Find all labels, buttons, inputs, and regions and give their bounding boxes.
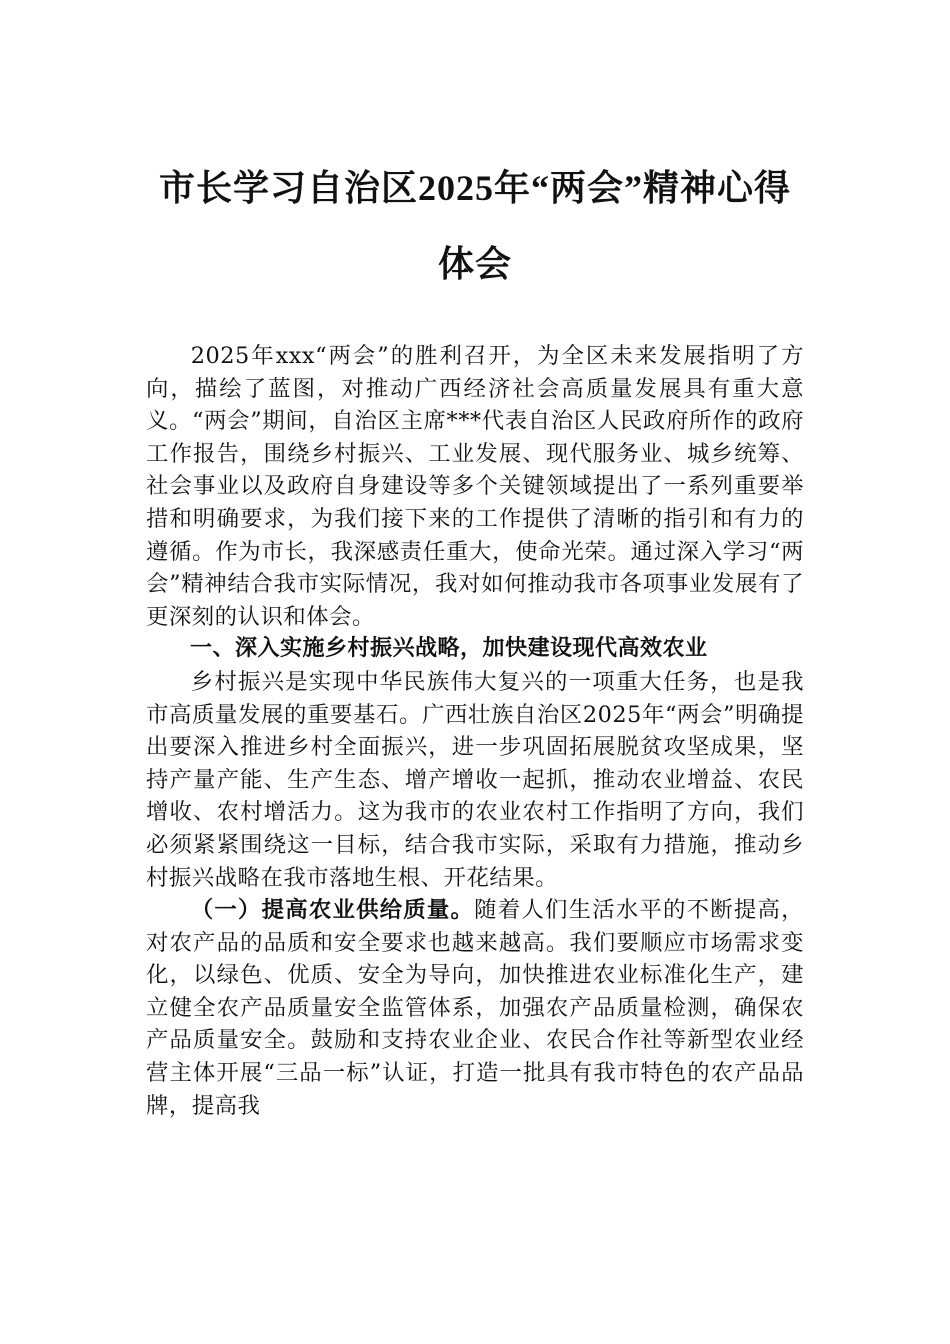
document-body xyxy=(146,340,804,1122)
document-page xyxy=(146,150,804,1122)
section-1-paragraph: 乡村振兴是实现中华民族伟大复兴的一项重大任务，也是我市高质量发展的重要基石。广西壮族自治区2025年“两会”明确提出要深入推进乡村全面振兴，进一步巩固拓展脱贫攻坚成果，坚持产量产能、生产生态、增产增收一起抓，推动农业增益、农民增收、农村增活力。这为我市的农业农村工作指明了方向，我们必须紧紧围绕这一目标，结合我市实际，采取有力措施，推动乡村振兴战略在我市落地生根、开花结果。 xyxy=(146,668,804,891)
intro-paragraph: 2025年xxx“两会”的胜利召开，为全区未来发展指明了方向，描绘了蓝图，对推动广西经济社会高质量发展具有重大意义。“两会”期间，自治区主席***代表自治区人民政府所作的政府工作报告，围绕乡村振兴、工业发展、现代服务业、城乡统筹、社会事业以及政府自身建设等多个关键领域提出了一系列重要举措和明确要求，为我们接下来的工作提供了清晰的指引和有力的遵循。作为市长，我深感责任重大，使命光荣。通过深入学习“两会”精神结合我市实际情况，我对如何推动我市各项事业发展有了更深刻的认识和体会。 xyxy=(146,343,804,630)
subsection-heading-1: （一）提高农业供给质量。 xyxy=(190,897,475,924)
section-heading-1: 一、深入实施乡村振兴战略，加快建设现代高效农业 xyxy=(190,636,708,662)
subsection-1-paragraph xyxy=(146,894,804,1122)
document-title: 市长学习自治区2025年“两会”精神心得体会 xyxy=(158,168,791,284)
subsection-1-text: 随着人们生活水平的不断提高，对农产品的品质和安全要求也越来越高。我们要顺应市场需求变化，以绿色、优质、安全为导向，加快推进农业标准化生产，建立健全农产品质量安全监管体系，加强农产品质量检测，确保农产品质量安全。鼓励和支持农业企业、农民合作社等新型农业经营主体开展“三品一标”认证，打造一批具有我市特色的农产品品牌，提高我 xyxy=(146,897,805,1119)
